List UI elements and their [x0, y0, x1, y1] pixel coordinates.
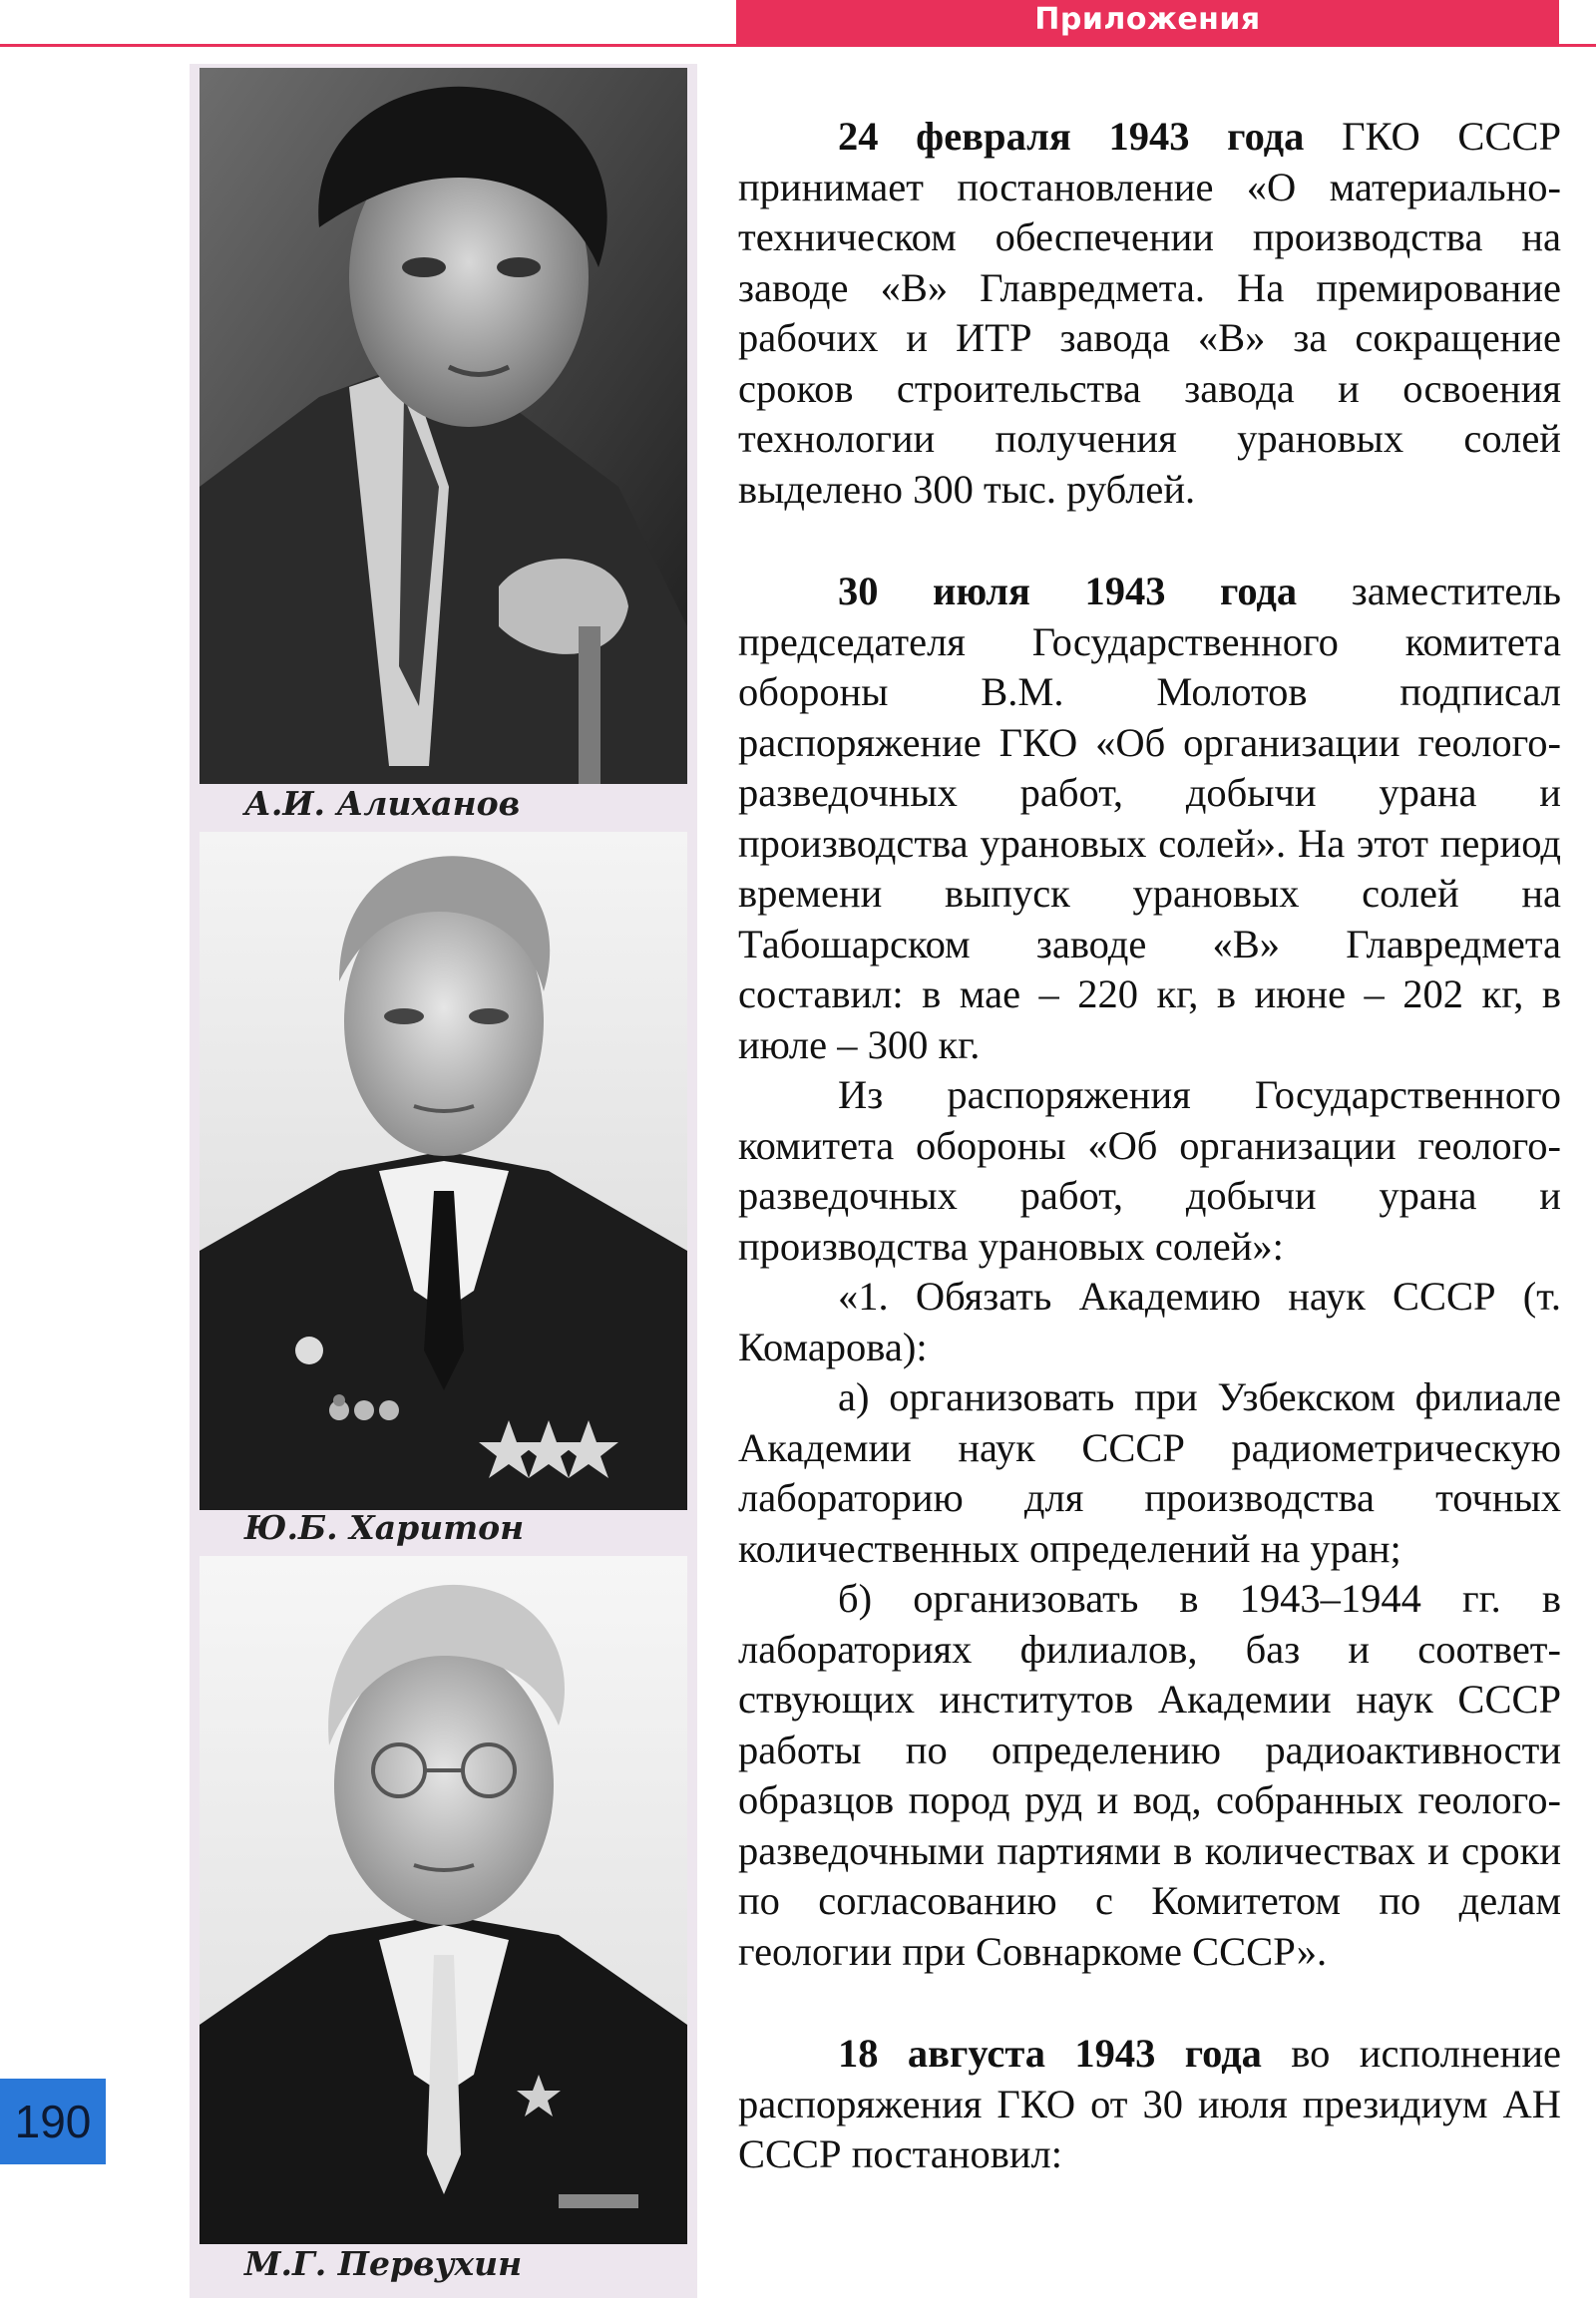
date-heading: 18 августа 1943 года [838, 2031, 1262, 2076]
article-text [738, 112, 1561, 2180]
paragraph: б) организовать в 1943–1944 гг. в лабораториях филиалов, баз и соответствующих институтов Академии наук СССР работы по определению радиоактивности образцов пород руд и вод, собранных геолого-разведочными партиями в количествах и сроки по согласованию с Комитетом по делам геологии при Совнаркоме СССР». [738, 1576, 1561, 1974]
photo-caption: Ю.Б. Харитон [244, 1508, 525, 1547]
portrait-photo-alikhanov [200, 68, 687, 784]
photo-caption: А.И. Алиханов [244, 784, 521, 823]
paragraph: 18 августа 1943 года во исполнение распоряжения ГКО от 30 июля президиум АН СССР постановил: [738, 2031, 1561, 2176]
page-number: 190 [0, 2079, 106, 2164]
paragraph: а) организовать при Узбекском филиале Академии наук СССР радиометрическую лабораторию для производства точных количественных определений на уран; [738, 1374, 1561, 1571]
photo-caption: М.Г. Первухин [244, 2244, 523, 2283]
paragraph: 30 июля 1943 года заместитель председателя Государственного комитета обороны В.М. Молотов подписал распоряжение ГКО «Об организации геолого-разведочных работ, добычи урана и производства урановых солей». На этот период времени выпуск урановых солей на Табошарском заводе «В» Главредмета составил: в мае – 220 кг, в июне – 202 кг, в июле – 300 кг. [738, 569, 1561, 1067]
date-heading: 30 июля 1943 года [838, 569, 1298, 613]
photo-column [190, 64, 697, 2298]
paragraph: «1. Обязать Академию наук СССР (т. Комарова): [738, 1274, 1561, 1369]
portrait-photo-pervukhin [200, 1556, 687, 2244]
date-heading: 24 февраля 1943 года [838, 114, 1305, 159]
paragraph: 24 февраля 1943 года ГКО СССР принимает постановление «О материально-техническом обеспечении производства на заводе «В» Главредмета. На премирование рабочих и ИТР завода «В» за сокращение сроков строительства завода и освоения технологии получения урановых солей выделено 300 тыс. рублей. [738, 114, 1561, 512]
paragraph: Из распоряжения Государственного комитета обороны «Об организации геолого-разведочных работ, добычи урана и производства урановых солей»: [738, 1072, 1561, 1269]
section-title: Приложения [736, 0, 1559, 46]
portrait-photo-khariton [200, 832, 687, 1510]
